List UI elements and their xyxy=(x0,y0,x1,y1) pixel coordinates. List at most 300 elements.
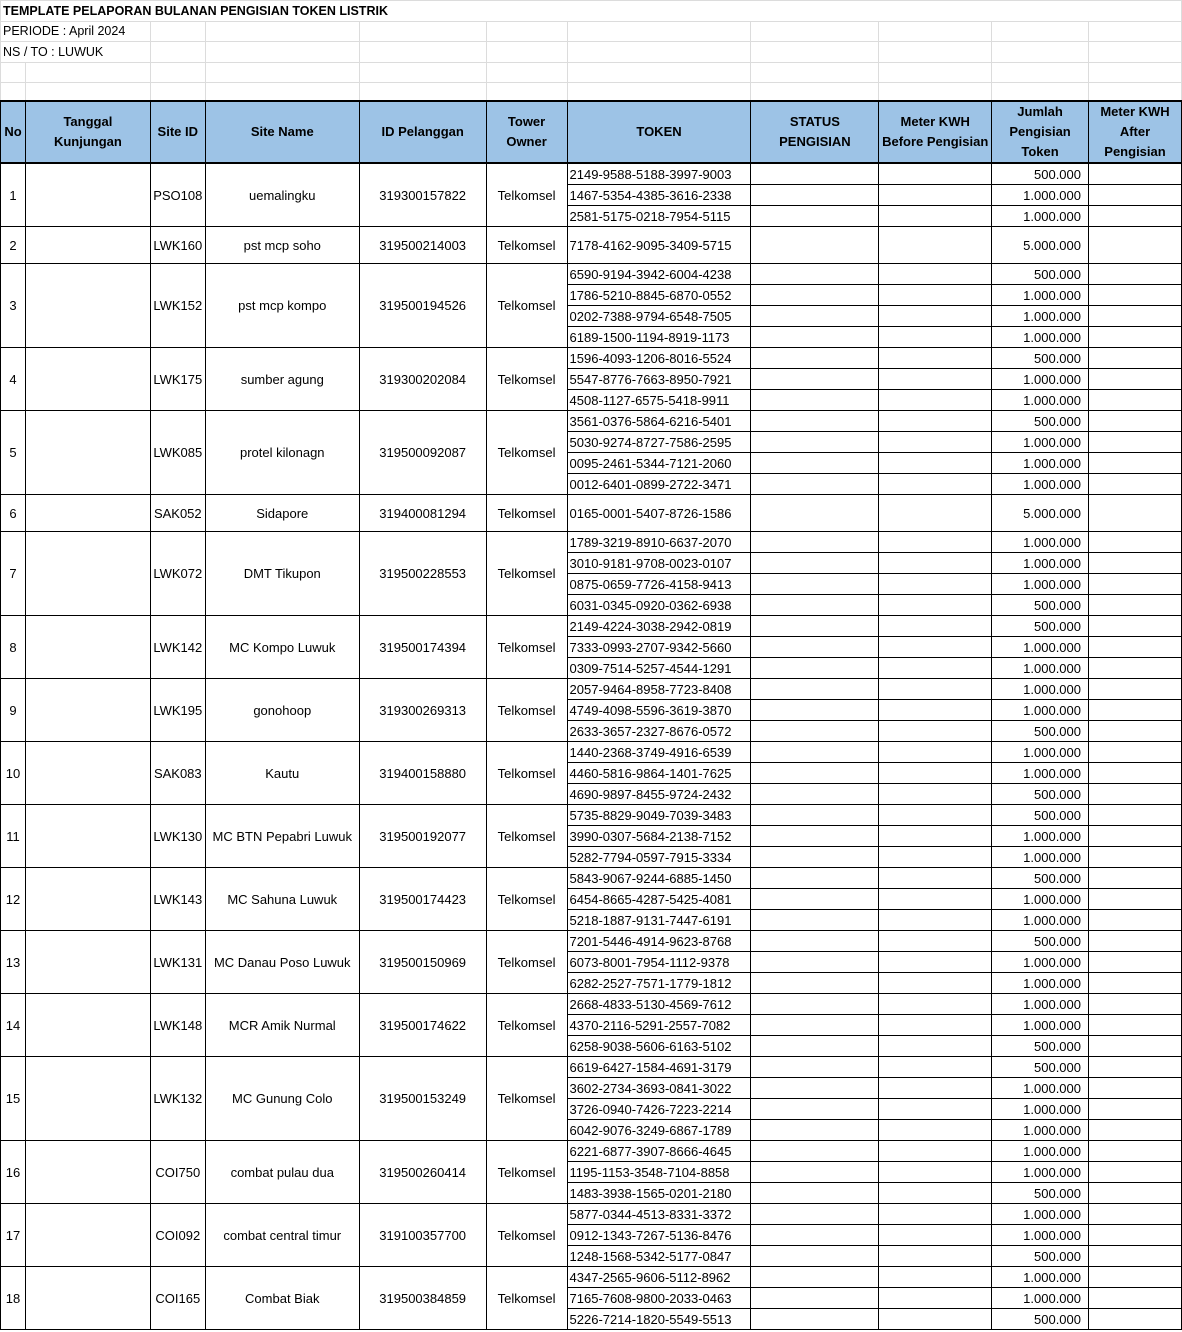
site-id-cell[interactable]: SAK083 xyxy=(150,742,205,805)
jumlah-pengisian-cell[interactable]: 1.000.000 xyxy=(992,369,1089,390)
meter-after-cell[interactable] xyxy=(1089,1120,1182,1141)
status-pengisian-cell[interactable] xyxy=(751,658,879,679)
meter-after-cell[interactable] xyxy=(1089,474,1182,495)
jumlah-pengisian-cell[interactable]: 1.000.000 xyxy=(992,763,1089,784)
tower-owner-cell[interactable]: Telkomsel xyxy=(486,1141,567,1204)
meter-before-cell[interactable] xyxy=(879,1246,992,1267)
jumlah-pengisian-cell[interactable]: 500.000 xyxy=(992,264,1089,285)
jumlah-pengisian-cell[interactable]: 1.000.000 xyxy=(992,910,1089,931)
status-pengisian-cell[interactable] xyxy=(751,1078,879,1099)
meter-before-cell[interactable] xyxy=(879,411,992,432)
jumlah-pengisian-cell[interactable]: 1.000.000 xyxy=(992,1267,1089,1288)
report-ns-to[interactable]: NS / TO : LUWUK xyxy=(1,42,151,63)
token-cell[interactable]: 5282-7794-0597-7915-3334 xyxy=(567,847,751,868)
report-period[interactable]: PERIODE : April 2024 xyxy=(1,21,151,42)
status-pengisian-cell[interactable] xyxy=(751,553,879,574)
token-cell[interactable]: 6221-6877-3907-8666-4645 xyxy=(567,1141,751,1162)
tower-owner-cell[interactable]: Telkomsel xyxy=(486,742,567,805)
meter-before-cell[interactable] xyxy=(879,264,992,285)
meter-before-cell[interactable] xyxy=(879,826,992,847)
id-pelanggan-cell[interactable]: 319500153249 xyxy=(359,1057,486,1141)
meter-after-cell[interactable] xyxy=(1089,784,1182,805)
jumlah-pengisian-cell[interactable]: 1.000.000 xyxy=(992,574,1089,595)
meter-after-cell[interactable] xyxy=(1089,574,1182,595)
tower-owner-cell[interactable]: Telkomsel xyxy=(486,679,567,742)
jumlah-pengisian-cell[interactable]: 5.000.000 xyxy=(992,495,1089,532)
col-header-jumlah-pengisian[interactable]: Jumlah Pengisian Token xyxy=(992,101,1089,163)
token-cell[interactable]: 1248-1568-5342-5177-0847 xyxy=(567,1246,751,1267)
meter-after-cell[interactable] xyxy=(1089,264,1182,285)
meter-after-cell[interactable] xyxy=(1089,910,1182,931)
meter-after-cell[interactable] xyxy=(1089,1204,1182,1225)
meter-after-cell[interactable] xyxy=(1089,763,1182,784)
meter-after-cell[interactable] xyxy=(1089,931,1182,952)
token-cell[interactable]: 4508-1127-6575-5418-9911 xyxy=(567,390,751,411)
meter-before-cell[interactable] xyxy=(879,721,992,742)
status-pengisian-cell[interactable] xyxy=(751,595,879,616)
token-cell[interactable]: 6258-9038-5606-6163-5102 xyxy=(567,1036,751,1057)
tower-owner-cell[interactable]: Telkomsel xyxy=(486,264,567,348)
token-cell[interactable]: 7333-0993-2707-9342-5660 xyxy=(567,637,751,658)
meter-after-cell[interactable] xyxy=(1089,453,1182,474)
row-no-cell[interactable]: 14 xyxy=(1,994,26,1057)
status-pengisian-cell[interactable] xyxy=(751,390,879,411)
site-id-cell[interactable]: LWK160 xyxy=(150,227,205,264)
site-name-cell[interactable]: MC BTN Pepabri Luwuk xyxy=(205,805,359,868)
meter-after-cell[interactable] xyxy=(1089,889,1182,910)
report-title[interactable]: TEMPLATE PELAPORAN BULANAN PENGISIAN TOKEN LISTRIK xyxy=(1,1,1182,22)
status-pengisian-cell[interactable] xyxy=(751,163,879,185)
meter-before-cell[interactable] xyxy=(879,495,992,532)
jumlah-pengisian-cell[interactable]: 1.000.000 xyxy=(992,973,1089,994)
site-id-cell[interactable]: COI750 xyxy=(150,1141,205,1204)
meter-before-cell[interactable] xyxy=(879,595,992,616)
jumlah-pengisian-cell[interactable]: 1.000.000 xyxy=(992,994,1089,1015)
jumlah-pengisian-cell[interactable]: 1.000.000 xyxy=(992,1078,1089,1099)
token-cell[interactable]: 0309-7514-5257-4544-1291 xyxy=(567,658,751,679)
id-pelanggan-cell[interactable]: 319500384859 xyxy=(359,1267,486,1330)
tanggal-kunjungan-cell[interactable] xyxy=(25,931,150,994)
status-pengisian-cell[interactable] xyxy=(751,889,879,910)
token-cell[interactable]: 5735-8829-9049-7039-3483 xyxy=(567,805,751,826)
status-pengisian-cell[interactable] xyxy=(751,616,879,637)
site-id-cell[interactable]: COI092 xyxy=(150,1204,205,1267)
meter-before-cell[interactable] xyxy=(879,574,992,595)
token-cell[interactable]: 0875-0659-7726-4158-9413 xyxy=(567,574,751,595)
token-cell[interactable]: 6619-6427-1584-4691-3179 xyxy=(567,1057,751,1078)
meter-before-cell[interactable] xyxy=(879,1036,992,1057)
status-pengisian-cell[interactable] xyxy=(751,1288,879,1309)
col-header-token[interactable]: TOKEN xyxy=(567,101,751,163)
meter-before-cell[interactable] xyxy=(879,1162,992,1183)
site-id-cell[interactable]: LWK131 xyxy=(150,931,205,994)
site-name-cell[interactable]: Kautu xyxy=(205,742,359,805)
token-cell[interactable]: 1483-3938-1565-0201-2180 xyxy=(567,1183,751,1204)
jumlah-pengisian-cell[interactable]: 500.000 xyxy=(992,1183,1089,1204)
meter-after-cell[interactable] xyxy=(1089,1078,1182,1099)
meter-before-cell[interactable] xyxy=(879,1099,992,1120)
id-pelanggan-cell[interactable]: 319500228553 xyxy=(359,532,486,616)
meter-before-cell[interactable] xyxy=(879,1141,992,1162)
token-cell[interactable]: 5218-1887-9131-7447-6191 xyxy=(567,910,751,931)
site-id-cell[interactable]: LWK130 xyxy=(150,805,205,868)
tower-owner-cell[interactable]: Telkomsel xyxy=(486,616,567,679)
tanggal-kunjungan-cell[interactable] xyxy=(25,1267,150,1330)
meter-before-cell[interactable] xyxy=(879,206,992,227)
status-pengisian-cell[interactable] xyxy=(751,931,879,952)
site-name-cell[interactable]: MCR Amik Nurmal xyxy=(205,994,359,1057)
meter-before-cell[interactable] xyxy=(879,390,992,411)
jumlah-pengisian-cell[interactable]: 1.000.000 xyxy=(992,553,1089,574)
meter-after-cell[interactable] xyxy=(1089,1015,1182,1036)
id-pelanggan-cell[interactable]: 319500174423 xyxy=(359,868,486,931)
id-pelanggan-cell[interactable]: 319300269313 xyxy=(359,679,486,742)
meter-before-cell[interactable] xyxy=(879,369,992,390)
id-pelanggan-cell[interactable]: 319500194526 xyxy=(359,264,486,348)
jumlah-pengisian-cell[interactable]: 1.000.000 xyxy=(992,847,1089,868)
status-pengisian-cell[interactable] xyxy=(751,532,879,553)
token-cell[interactable]: 6282-2527-7571-1779-1812 xyxy=(567,973,751,994)
meter-after-cell[interactable] xyxy=(1089,658,1182,679)
meter-before-cell[interactable] xyxy=(879,952,992,973)
meter-after-cell[interactable] xyxy=(1089,1309,1182,1330)
jumlah-pengisian-cell[interactable]: 1.000.000 xyxy=(992,1015,1089,1036)
jumlah-pengisian-cell[interactable]: 1.000.000 xyxy=(992,658,1089,679)
site-name-cell[interactable]: pst mcp soho xyxy=(205,227,359,264)
meter-before-cell[interactable] xyxy=(879,553,992,574)
token-cell[interactable]: 3990-0307-5684-2138-7152 xyxy=(567,826,751,847)
row-no-cell[interactable]: 6 xyxy=(1,495,26,532)
meter-after-cell[interactable] xyxy=(1089,679,1182,700)
token-cell[interactable]: 1789-3219-8910-6637-2070 xyxy=(567,532,751,553)
meter-after-cell[interactable] xyxy=(1089,1246,1182,1267)
col-header-meter-after[interactable]: Meter KWH After Pengisian xyxy=(1089,101,1182,163)
token-cell[interactable]: 6031-0345-0920-0362-6938 xyxy=(567,595,751,616)
token-cell[interactable]: 5226-7214-1820-5549-5513 xyxy=(567,1309,751,1330)
meter-before-cell[interactable] xyxy=(879,889,992,910)
status-pengisian-cell[interactable] xyxy=(751,700,879,721)
tower-owner-cell[interactable]: Telkomsel xyxy=(486,1267,567,1330)
row-no-cell[interactable]: 2 xyxy=(1,227,26,264)
jumlah-pengisian-cell[interactable]: 500.000 xyxy=(992,1036,1089,1057)
row-no-cell[interactable]: 10 xyxy=(1,742,26,805)
row-no-cell[interactable]: 7 xyxy=(1,532,26,616)
token-cell[interactable]: 7178-4162-9095-3409-5715 xyxy=(567,227,751,264)
site-name-cell[interactable]: uemalingku xyxy=(205,163,359,227)
jumlah-pengisian-cell[interactable]: 1.000.000 xyxy=(992,679,1089,700)
token-cell[interactable]: 5547-8776-7663-8950-7921 xyxy=(567,369,751,390)
status-pengisian-cell[interactable] xyxy=(751,721,879,742)
jumlah-pengisian-cell[interactable]: 1.000.000 xyxy=(992,432,1089,453)
tanggal-kunjungan-cell[interactable] xyxy=(25,163,150,227)
jumlah-pengisian-cell[interactable]: 1.000.000 xyxy=(992,327,1089,348)
meter-after-cell[interactable] xyxy=(1089,390,1182,411)
status-pengisian-cell[interactable] xyxy=(751,495,879,532)
status-pengisian-cell[interactable] xyxy=(751,327,879,348)
status-pengisian-cell[interactable] xyxy=(751,264,879,285)
meter-before-cell[interactable] xyxy=(879,285,992,306)
site-id-cell[interactable]: LWK085 xyxy=(150,411,205,495)
site-id-cell[interactable]: COI165 xyxy=(150,1267,205,1330)
tanggal-kunjungan-cell[interactable] xyxy=(25,994,150,1057)
site-id-cell[interactable]: PSO108 xyxy=(150,163,205,227)
jumlah-pengisian-cell[interactable]: 1.000.000 xyxy=(992,1120,1089,1141)
meter-after-cell[interactable] xyxy=(1089,826,1182,847)
site-id-cell[interactable]: LWK072 xyxy=(150,532,205,616)
row-no-cell[interactable]: 1 xyxy=(1,163,26,227)
token-cell[interactable]: 5843-9067-9244-6885-1450 xyxy=(567,868,751,889)
token-cell[interactable]: 6454-8665-4287-5425-4081 xyxy=(567,889,751,910)
meter-before-cell[interactable] xyxy=(879,679,992,700)
jumlah-pengisian-cell[interactable]: 500.000 xyxy=(992,595,1089,616)
col-header-tower-owner[interactable]: Tower Owner xyxy=(486,101,567,163)
meter-after-cell[interactable] xyxy=(1089,1162,1182,1183)
meter-after-cell[interactable] xyxy=(1089,206,1182,227)
row-no-cell[interactable]: 16 xyxy=(1,1141,26,1204)
meter-before-cell[interactable] xyxy=(879,994,992,1015)
meter-before-cell[interactable] xyxy=(879,700,992,721)
meter-before-cell[interactable] xyxy=(879,763,992,784)
meter-before-cell[interactable] xyxy=(879,742,992,763)
token-cell[interactable]: 6590-9194-3942-6004-4238 xyxy=(567,264,751,285)
site-name-cell[interactable]: Combat Biak xyxy=(205,1267,359,1330)
meter-after-cell[interactable] xyxy=(1089,227,1182,264)
token-cell[interactable]: 4370-2116-5291-2557-7082 xyxy=(567,1015,751,1036)
status-pengisian-cell[interactable] xyxy=(751,826,879,847)
id-pelanggan-cell[interactable]: 319500260414 xyxy=(359,1141,486,1204)
jumlah-pengisian-cell[interactable]: 500.000 xyxy=(992,1309,1089,1330)
status-pengisian-cell[interactable] xyxy=(751,369,879,390)
id-pelanggan-cell[interactable]: 319500092087 xyxy=(359,411,486,495)
meter-before-cell[interactable] xyxy=(879,658,992,679)
meter-after-cell[interactable] xyxy=(1089,369,1182,390)
token-cell[interactable]: 3561-0376-5864-6216-5401 xyxy=(567,411,751,432)
status-pengisian-cell[interactable] xyxy=(751,411,879,432)
meter-before-cell[interactable] xyxy=(879,306,992,327)
site-name-cell[interactable]: MC Gunung Colo xyxy=(205,1057,359,1141)
meter-after-cell[interactable] xyxy=(1089,973,1182,994)
meter-after-cell[interactable] xyxy=(1089,700,1182,721)
row-no-cell[interactable]: 15 xyxy=(1,1057,26,1141)
meter-before-cell[interactable] xyxy=(879,1078,992,1099)
id-pelanggan-cell[interactable]: 319400158880 xyxy=(359,742,486,805)
site-id-cell[interactable]: LWK148 xyxy=(150,994,205,1057)
tower-owner-cell[interactable]: Telkomsel xyxy=(486,495,567,532)
status-pengisian-cell[interactable] xyxy=(751,432,879,453)
meter-after-cell[interactable] xyxy=(1089,306,1182,327)
status-pengisian-cell[interactable] xyxy=(751,1015,879,1036)
meter-after-cell[interactable] xyxy=(1089,1141,1182,1162)
status-pengisian-cell[interactable] xyxy=(751,1246,879,1267)
tanggal-kunjungan-cell[interactable] xyxy=(25,495,150,532)
jumlah-pengisian-cell[interactable]: 1.000.000 xyxy=(992,1141,1089,1162)
col-header-no[interactable]: No xyxy=(1,101,26,163)
token-cell[interactable]: 1596-4093-1206-8016-5524 xyxy=(567,348,751,369)
row-no-cell[interactable]: 9 xyxy=(1,679,26,742)
jumlah-pengisian-cell[interactable]: 1.000.000 xyxy=(992,1162,1089,1183)
status-pengisian-cell[interactable] xyxy=(751,306,879,327)
meter-before-cell[interactable] xyxy=(879,1225,992,1246)
tower-owner-cell[interactable]: Telkomsel xyxy=(486,1057,567,1141)
jumlah-pengisian-cell[interactable]: 1.000.000 xyxy=(992,742,1089,763)
meter-after-cell[interactable] xyxy=(1089,163,1182,185)
meter-before-cell[interactable] xyxy=(879,805,992,826)
token-cell[interactable]: 4690-9897-8455-9724-2432 xyxy=(567,784,751,805)
status-pengisian-cell[interactable] xyxy=(751,1099,879,1120)
meter-after-cell[interactable] xyxy=(1089,327,1182,348)
token-cell[interactable]: 0165-0001-5407-8726-1586 xyxy=(567,495,751,532)
site-name-cell[interactable]: DMT Tikupon xyxy=(205,532,359,616)
tower-owner-cell[interactable]: Telkomsel xyxy=(486,868,567,931)
id-pelanggan-cell[interactable]: 319500192077 xyxy=(359,805,486,868)
meter-before-cell[interactable] xyxy=(879,931,992,952)
tanggal-kunjungan-cell[interactable] xyxy=(25,264,150,348)
token-cell[interactable]: 2149-9588-5188-3997-9003 xyxy=(567,163,751,185)
token-cell[interactable]: 6073-8001-7954-1112-9378 xyxy=(567,952,751,973)
status-pengisian-cell[interactable] xyxy=(751,348,879,369)
meter-before-cell[interactable] xyxy=(879,784,992,805)
meter-before-cell[interactable] xyxy=(879,453,992,474)
site-id-cell[interactable]: LWK143 xyxy=(150,868,205,931)
tower-owner-cell[interactable]: Telkomsel xyxy=(486,994,567,1057)
meter-before-cell[interactable] xyxy=(879,1204,992,1225)
token-cell[interactable]: 2057-9464-8958-7723-8408 xyxy=(567,679,751,700)
col-header-id-pelanggan[interactable]: ID Pelanggan xyxy=(359,101,486,163)
status-pengisian-cell[interactable] xyxy=(751,1267,879,1288)
jumlah-pengisian-cell[interactable]: 500.000 xyxy=(992,163,1089,185)
status-pengisian-cell[interactable] xyxy=(751,847,879,868)
meter-after-cell[interactable] xyxy=(1089,553,1182,574)
meter-after-cell[interactable] xyxy=(1089,411,1182,432)
jumlah-pengisian-cell[interactable]: 500.000 xyxy=(992,721,1089,742)
status-pengisian-cell[interactable] xyxy=(751,637,879,658)
id-pelanggan-cell[interactable]: 319100357700 xyxy=(359,1204,486,1267)
jumlah-pengisian-cell[interactable]: 1.000.000 xyxy=(992,826,1089,847)
token-cell[interactable]: 5030-9274-8727-7586-2595 xyxy=(567,432,751,453)
site-name-cell[interactable]: protel kilonagn xyxy=(205,411,359,495)
site-id-cell[interactable]: LWK195 xyxy=(150,679,205,742)
meter-after-cell[interactable] xyxy=(1089,1057,1182,1078)
token-cell[interactable]: 1467-5354-4385-3616-2338 xyxy=(567,185,751,206)
token-cell[interactable]: 6042-9076-3249-6867-1789 xyxy=(567,1120,751,1141)
jumlah-pengisian-cell[interactable]: 500.000 xyxy=(992,348,1089,369)
tanggal-kunjungan-cell[interactable] xyxy=(25,805,150,868)
jumlah-pengisian-cell[interactable]: 1.000.000 xyxy=(992,889,1089,910)
meter-after-cell[interactable] xyxy=(1089,1225,1182,1246)
meter-after-cell[interactable] xyxy=(1089,721,1182,742)
meter-after-cell[interactable] xyxy=(1089,1036,1182,1057)
jumlah-pengisian-cell[interactable]: 1.000.000 xyxy=(992,206,1089,227)
site-name-cell[interactable]: combat central timur xyxy=(205,1204,359,1267)
row-no-cell[interactable]: 8 xyxy=(1,616,26,679)
status-pengisian-cell[interactable] xyxy=(751,1309,879,1330)
id-pelanggan-cell[interactable]: 319300157822 xyxy=(359,163,486,227)
id-pelanggan-cell[interactable]: 319500214003 xyxy=(359,227,486,264)
tanggal-kunjungan-cell[interactable] xyxy=(25,868,150,931)
meter-after-cell[interactable] xyxy=(1089,432,1182,453)
jumlah-pengisian-cell[interactable]: 1.000.000 xyxy=(992,637,1089,658)
row-no-cell[interactable]: 18 xyxy=(1,1267,26,1330)
token-cell[interactable]: 1195-1153-3548-7104-8858 xyxy=(567,1162,751,1183)
token-cell[interactable]: 4347-2565-9606-5112-8962 xyxy=(567,1267,751,1288)
status-pengisian-cell[interactable] xyxy=(751,1162,879,1183)
tower-owner-cell[interactable]: Telkomsel xyxy=(486,163,567,227)
jumlah-pengisian-cell[interactable]: 500.000 xyxy=(992,411,1089,432)
meter-after-cell[interactable] xyxy=(1089,1099,1182,1120)
jumlah-pengisian-cell[interactable]: 1.000.000 xyxy=(992,1288,1089,1309)
token-cell[interactable]: 6189-1500-1194-8919-1173 xyxy=(567,327,751,348)
meter-after-cell[interactable] xyxy=(1089,1288,1182,1309)
site-id-cell[interactable]: LWK175 xyxy=(150,348,205,411)
meter-before-cell[interactable] xyxy=(879,327,992,348)
meter-after-cell[interactable] xyxy=(1089,868,1182,889)
jumlah-pengisian-cell[interactable]: 5.000.000 xyxy=(992,227,1089,264)
tanggal-kunjungan-cell[interactable] xyxy=(25,679,150,742)
site-name-cell[interactable]: pst mcp kompo xyxy=(205,264,359,348)
token-cell[interactable]: 2149-4224-3038-2942-0819 xyxy=(567,616,751,637)
token-cell[interactable]: 0095-2461-5344-7121-2060 xyxy=(567,453,751,474)
status-pengisian-cell[interactable] xyxy=(751,574,879,595)
jumlah-pengisian-cell[interactable]: 1.000.000 xyxy=(992,952,1089,973)
status-pengisian-cell[interactable] xyxy=(751,1204,879,1225)
token-cell[interactable]: 7165-7608-9800-2033-0463 xyxy=(567,1288,751,1309)
row-no-cell[interactable]: 5 xyxy=(1,411,26,495)
tower-owner-cell[interactable]: Telkomsel xyxy=(486,1204,567,1267)
tanggal-kunjungan-cell[interactable] xyxy=(25,227,150,264)
meter-before-cell[interactable] xyxy=(879,910,992,931)
meter-before-cell[interactable] xyxy=(879,1288,992,1309)
meter-after-cell[interactable] xyxy=(1089,742,1182,763)
jumlah-pengisian-cell[interactable]: 1.000.000 xyxy=(992,532,1089,553)
tanggal-kunjungan-cell[interactable] xyxy=(25,411,150,495)
meter-after-cell[interactable] xyxy=(1089,952,1182,973)
jumlah-pengisian-cell[interactable]: 1.000.000 xyxy=(992,453,1089,474)
token-cell[interactable]: 3010-9181-9708-0023-0107 xyxy=(567,553,751,574)
status-pengisian-cell[interactable] xyxy=(751,1183,879,1204)
meter-before-cell[interactable] xyxy=(879,348,992,369)
meter-before-cell[interactable] xyxy=(879,474,992,495)
status-pengisian-cell[interactable] xyxy=(751,1141,879,1162)
status-pengisian-cell[interactable] xyxy=(751,910,879,931)
jumlah-pengisian-cell[interactable]: 500.000 xyxy=(992,616,1089,637)
status-pengisian-cell[interactable] xyxy=(751,679,879,700)
meter-before-cell[interactable] xyxy=(879,227,992,264)
token-cell[interactable]: 0912-1343-7267-5136-8476 xyxy=(567,1225,751,1246)
jumlah-pengisian-cell[interactable]: 1.000.000 xyxy=(992,390,1089,411)
status-pengisian-cell[interactable] xyxy=(751,1036,879,1057)
col-header-status-pengisian[interactable]: STATUS PENGISIAN xyxy=(751,101,879,163)
tower-owner-cell[interactable]: Telkomsel xyxy=(486,227,567,264)
status-pengisian-cell[interactable] xyxy=(751,763,879,784)
col-header-site-name[interactable]: Site Name xyxy=(205,101,359,163)
tanggal-kunjungan-cell[interactable] xyxy=(25,1204,150,1267)
jumlah-pengisian-cell[interactable]: 1.000.000 xyxy=(992,1099,1089,1120)
status-pengisian-cell[interactable] xyxy=(751,973,879,994)
meter-after-cell[interactable] xyxy=(1089,616,1182,637)
site-name-cell[interactable]: MC Danau Poso Luwuk xyxy=(205,931,359,994)
status-pengisian-cell[interactable] xyxy=(751,868,879,889)
token-cell[interactable]: 4749-4098-5596-3619-3870 xyxy=(567,700,751,721)
meter-after-cell[interactable] xyxy=(1089,637,1182,658)
meter-before-cell[interactable] xyxy=(879,1309,992,1330)
id-pelanggan-cell[interactable]: 319300202084 xyxy=(359,348,486,411)
token-cell[interactable]: 5877-0344-4513-8331-3372 xyxy=(567,1204,751,1225)
jumlah-pengisian-cell[interactable]: 500.000 xyxy=(992,784,1089,805)
status-pengisian-cell[interactable] xyxy=(751,1120,879,1141)
id-pelanggan-cell[interactable]: 319500174622 xyxy=(359,994,486,1057)
meter-after-cell[interactable] xyxy=(1089,532,1182,553)
token-cell[interactable]: 4460-5816-9864-1401-7625 xyxy=(567,763,751,784)
